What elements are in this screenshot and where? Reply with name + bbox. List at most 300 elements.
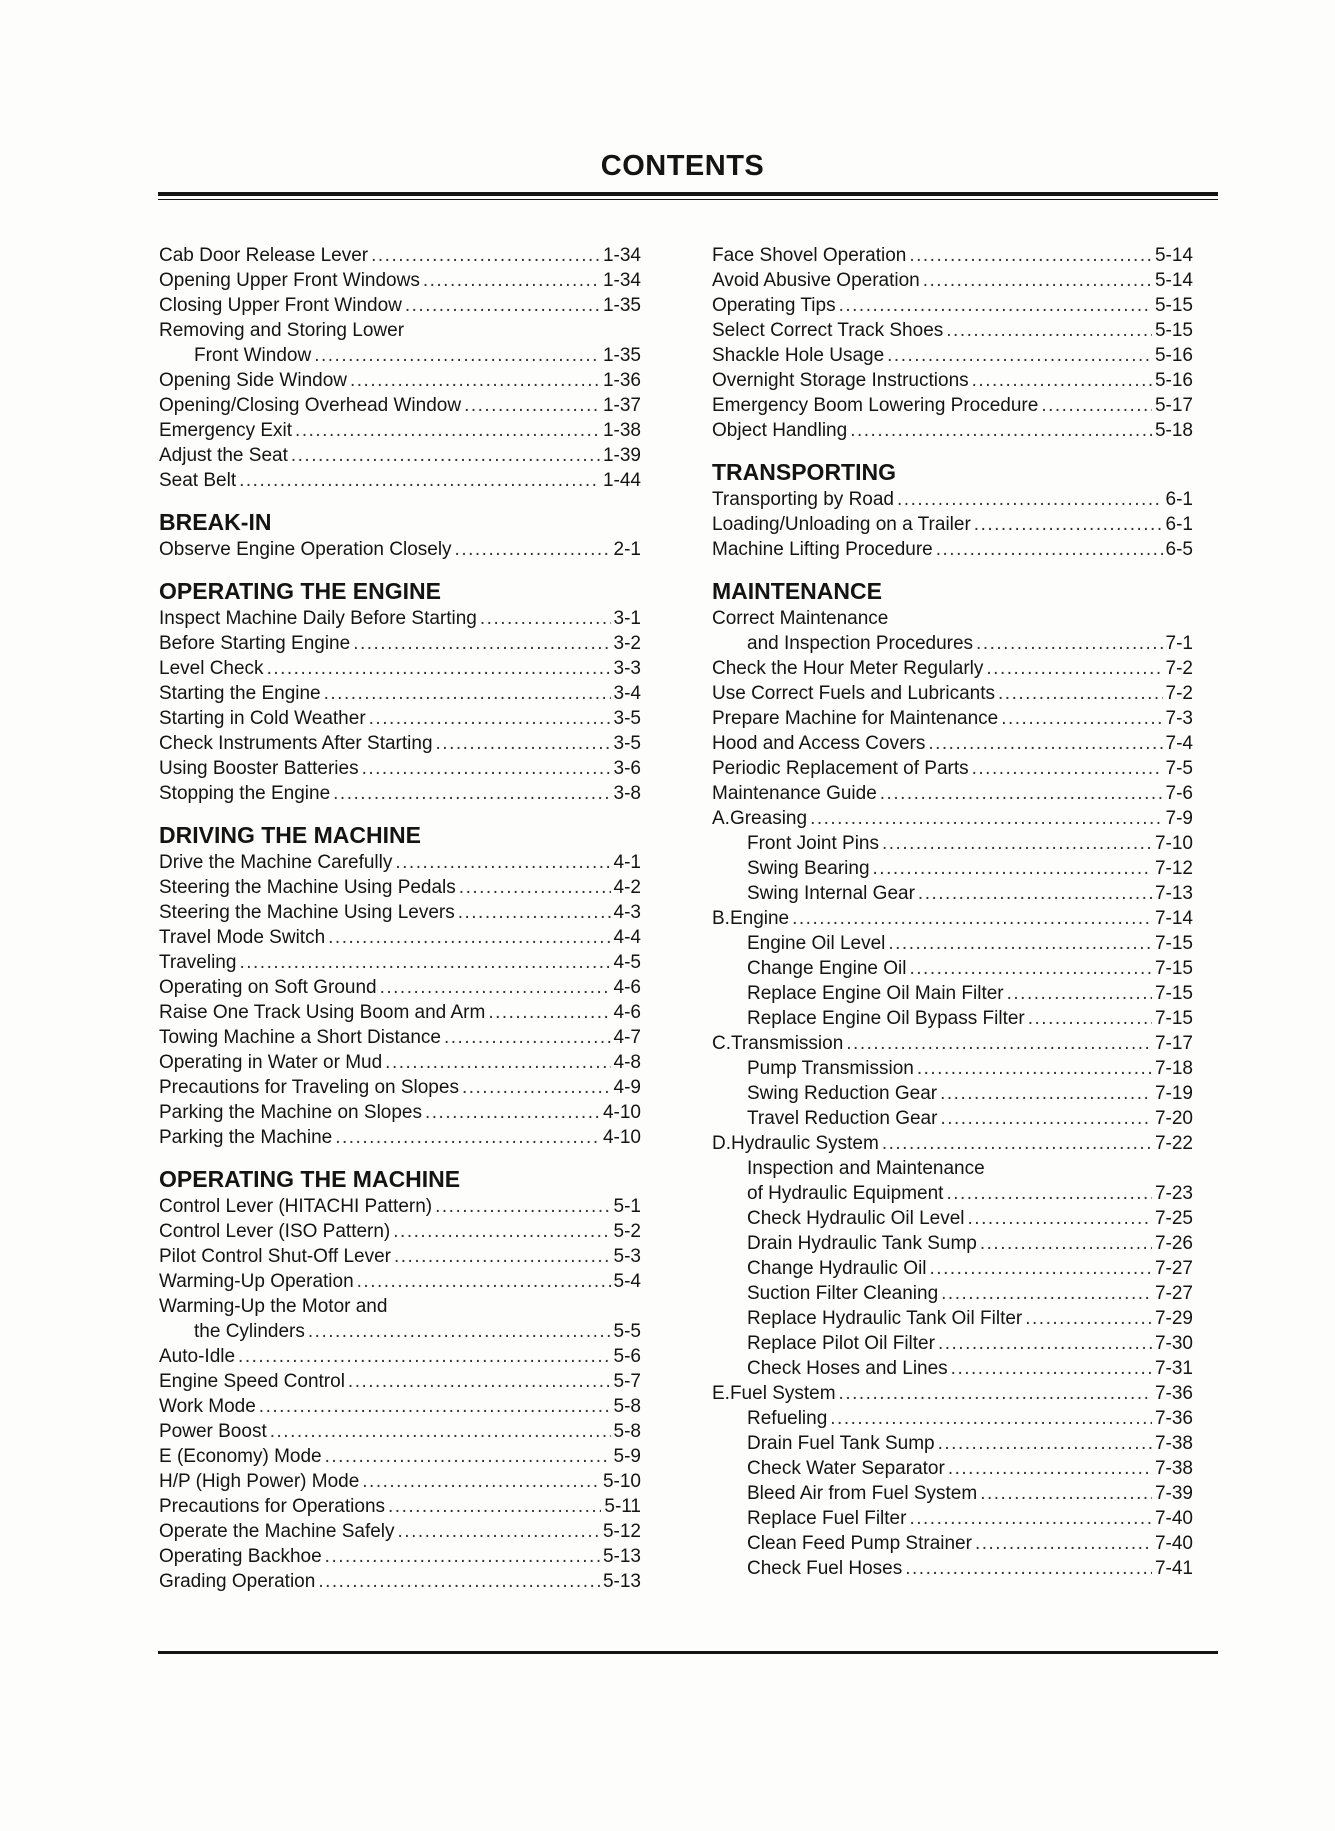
footer-rule: [158, 1651, 1218, 1654]
toc-entry[interactable]: [159, 1369, 641, 1394]
toc-entry-title: Engine Oil Level: [747, 933, 886, 954]
dot-leader: [909, 1506, 1152, 1531]
toc-entry-title: Swing Bearing: [747, 858, 870, 879]
toc-entry-page: 7-30: [1154, 1333, 1193, 1354]
toc-entry-title: Replace Engine Oil Main Filter: [747, 983, 1004, 1004]
toc-entry-page: 6-1: [1165, 514, 1193, 535]
toc-entry[interactable]: [159, 1569, 641, 1594]
toc-entry[interactable]: [712, 1006, 1193, 1031]
toc-entry-title: Starting the Engine: [159, 683, 321, 704]
toc-entry-page: 7-14: [1154, 908, 1193, 929]
toc-entry[interactable]: [159, 975, 641, 1000]
dot-leader: [948, 1456, 1152, 1481]
dot-leader: [295, 418, 600, 443]
dot-leader: [972, 368, 1152, 393]
toc-entry-title: Control Lever (ISO Pattern): [159, 1221, 391, 1242]
toc-entry[interactable]: [712, 956, 1193, 981]
toc-entry[interactable]: [712, 681, 1193, 706]
toc-entry-page: 7-15: [1154, 1008, 1193, 1029]
toc-entry-title: Starting in Cold Weather: [159, 708, 366, 729]
toc-entry[interactable]: [712, 393, 1193, 418]
toc-entry[interactable]: [159, 1294, 641, 1319]
toc-entry[interactable]: [712, 731, 1193, 756]
toc-entry[interactable]: [712, 418, 1193, 443]
toc-entry-title: Fuel System: [729, 1383, 836, 1404]
toc-entry[interactable]: [159, 900, 641, 925]
toc-entry-title: Check Hydraulic Oil Level: [747, 1208, 965, 1229]
dot-leader: [918, 881, 1152, 906]
dot-leader: [393, 1219, 610, 1244]
toc-entry[interactable]: [712, 1131, 1193, 1156]
toc-entry[interactable]: [712, 318, 1193, 343]
toc-entry-title: Select Correct Track Shoes: [712, 320, 944, 341]
toc-entry[interactable]: [159, 268, 641, 293]
toc-entry-page: 7-13: [1154, 883, 1193, 904]
dot-leader: [792, 906, 1152, 931]
section-heading: OPERATING THE MACHINE: [159, 1166, 461, 1192]
toc-entry-title: Suction Filter Cleaning: [747, 1283, 939, 1304]
dot-leader: [380, 975, 611, 1000]
dot-leader: [909, 243, 1152, 268]
toc-entry-page: 1-34: [602, 270, 641, 291]
toc-entry-page: 4-6: [613, 977, 641, 998]
toc-entry[interactable]: [159, 468, 641, 493]
dot-leader: [880, 781, 1163, 806]
dot-leader: [239, 468, 600, 493]
toc-entry[interactable]: [159, 243, 641, 268]
toc-entry[interactable]: [712, 1081, 1193, 1106]
toc-entry-title: Opening Side Window: [159, 370, 347, 391]
dot-leader: [314, 343, 600, 368]
dot-leader: [353, 631, 610, 656]
toc-entry-page: 5-10: [602, 1471, 641, 1492]
toc-entry[interactable]: [712, 906, 1193, 931]
toc-entry[interactable]: [159, 1544, 641, 1569]
dot-leader: [398, 1519, 600, 1544]
dot-leader: [839, 293, 1152, 318]
dot-leader: [938, 1431, 1152, 1456]
toc-entry-title: Travel Reduction Gear: [747, 1108, 938, 1129]
toc-entry-letter: D.: [712, 1133, 731, 1154]
toc-entry-title: Precautions for Operations: [159, 1496, 386, 1517]
toc-entry[interactable]: [712, 368, 1193, 393]
toc-entry-page: 1-36: [602, 370, 641, 391]
toc-entry[interactable]: [712, 1306, 1193, 1331]
toc-entry-title: Check Water Separator: [747, 1458, 945, 1479]
toc-entry-title: Travel Mode Switch: [159, 927, 326, 948]
toc-entry-page: 3-2: [613, 633, 641, 654]
toc-entry[interactable]: [159, 850, 641, 875]
section-heading: MAINTENANCE: [712, 578, 882, 604]
toc-entry-title: Before Starting Engine: [159, 633, 351, 654]
toc-entry[interactable]: [712, 1556, 1193, 1581]
dot-leader: [308, 1319, 611, 1344]
toc-entry[interactable]: [712, 806, 1193, 831]
dot-leader: [897, 487, 1163, 512]
toc-entry-title: Opening/Closing Overhead Window: [159, 395, 462, 416]
dot-leader: [946, 318, 1152, 343]
toc-entry[interactable]: [712, 1456, 1193, 1481]
header-rule-thick: [158, 192, 1218, 196]
dot-leader: [480, 606, 611, 631]
dot-leader: [975, 1531, 1152, 1556]
toc-entry-page: 7-6: [1165, 783, 1193, 804]
toc-entry[interactable]: [159, 631, 641, 656]
toc-entry-page: 5-8: [613, 1421, 641, 1442]
toc-entry-title: Opening Upper Front Windows: [159, 270, 420, 291]
toc-entry-title: Check Hoses and Lines: [747, 1358, 948, 1379]
toc-entry-page: 5-15: [1154, 295, 1193, 316]
toc-entry-title: Warming-Up Operation: [159, 1271, 354, 1292]
toc-entry-title: Auto-Idle: [159, 1346, 236, 1367]
dot-leader: [972, 756, 1163, 781]
toc-entry-page: 1-37: [602, 395, 641, 416]
toc-entry-page: 5-1: [613, 1196, 641, 1217]
dot-leader: [905, 1556, 1152, 1581]
toc-entry[interactable]: [159, 1000, 641, 1025]
toc-entry-page: 5-8: [613, 1396, 641, 1417]
toc-entry[interactable]: [712, 1106, 1193, 1131]
toc-entry-page: 5-15: [1154, 320, 1193, 341]
dot-leader: [394, 1244, 611, 1269]
toc-entry[interactable]: [159, 1394, 641, 1419]
dot-leader: [850, 418, 1152, 443]
toc-entry-title: Steering the Machine Using Levers: [159, 902, 455, 923]
dot-leader: [436, 731, 611, 756]
dot-leader: [385, 1050, 610, 1075]
dot-leader: [930, 1256, 1152, 1281]
toc-entry[interactable]: [159, 1025, 641, 1050]
dot-leader: [270, 1419, 611, 1444]
toc-entry-title: Periodic Replacement of Parts: [712, 758, 969, 779]
toc-entry-title: Seat Belt: [159, 470, 237, 491]
toc-entry-page: 4-7: [613, 1027, 641, 1048]
section-heading: BREAK-IN: [159, 509, 272, 535]
toc-entry-page: 7-29: [1154, 1308, 1193, 1329]
toc-entry-title: Operating on Soft Ground: [159, 977, 377, 998]
toc-entry[interactable]: [712, 1156, 1193, 1181]
toc-entry-title: Front Joint Pins: [747, 833, 879, 854]
toc-entry-page: 5-14: [1154, 245, 1193, 266]
toc-entry[interactable]: [159, 1269, 641, 1294]
toc-entry-title: the Cylinders: [194, 1321, 305, 1342]
toc-entry[interactable]: [712, 512, 1193, 537]
toc-entry[interactable]: [712, 1031, 1193, 1056]
dot-leader: [333, 781, 610, 806]
toc-entry[interactable]: [712, 1431, 1193, 1456]
toc-entry-title: Swing Internal Gear: [747, 883, 915, 904]
toc-entry-page: 4-1: [613, 852, 641, 873]
toc-entry-title: Replace Fuel Filter: [747, 1508, 907, 1529]
dot-leader: [968, 1206, 1152, 1231]
toc-entry-page: 1-38: [602, 420, 641, 441]
toc-entry[interactable]: [712, 781, 1193, 806]
toc-entry-title: Pilot Control Shut-Off Lever: [159, 1246, 391, 1267]
toc-entry-page: 6-5: [1165, 539, 1193, 560]
dot-leader: [350, 368, 600, 393]
toc-entry-title: Swing Reduction Gear: [747, 1083, 938, 1104]
toc-entry[interactable]: [712, 343, 1193, 368]
toc-entry[interactable]: [159, 1194, 641, 1219]
toc-entry[interactable]: [712, 1331, 1193, 1356]
toc-entry-page: 4-9: [613, 1077, 641, 1098]
dot-leader: [369, 706, 611, 731]
toc-entry-page: 7-5: [1165, 758, 1193, 779]
toc-right-column: [712, 243, 1193, 1581]
dot-leader: [328, 925, 610, 950]
toc-entry[interactable]: [712, 1356, 1193, 1381]
dot-leader: [423, 268, 600, 293]
toc-entry-title: Operating Tips: [712, 295, 836, 316]
dot-leader: [882, 1131, 1152, 1156]
toc-entry-title: Adjust the Seat: [159, 445, 288, 466]
toc-entry-page: 5-6: [613, 1346, 641, 1367]
toc-entry[interactable]: [159, 1319, 641, 1344]
toc-entry[interactable]: [712, 537, 1193, 562]
toc-entry-page: 7-40: [1154, 1533, 1193, 1554]
toc-entry[interactable]: [159, 293, 641, 318]
dot-leader: [910, 956, 1152, 981]
toc-entry[interactable]: [159, 343, 641, 368]
dot-leader: [459, 875, 611, 900]
toc-entry[interactable]: [159, 318, 641, 343]
dot-leader: [951, 1356, 1152, 1381]
dot-leader: [830, 1406, 1152, 1431]
toc-entry-title: Loading/Unloading on a Trailer: [712, 514, 971, 535]
toc-entry-page: 7-23: [1154, 1183, 1193, 1204]
toc-entry-page: 5-12: [602, 1521, 641, 1542]
dot-leader: [462, 1075, 611, 1100]
toc-entry[interactable]: [712, 1056, 1193, 1081]
toc-entry-title: Inspect Machine Daily Before Starting: [159, 608, 477, 629]
toc-entry[interactable]: [159, 1469, 641, 1494]
toc-entry[interactable]: [159, 443, 641, 468]
toc-entry-title: Grading Operation: [159, 1571, 316, 1592]
toc-entry-page: 5-11: [604, 1496, 641, 1517]
dot-leader: [1041, 393, 1152, 418]
toc-entry-title: Object Handling: [712, 420, 848, 441]
toc-entry[interactable]: [159, 706, 641, 731]
toc-entry-page: 5-14: [1154, 270, 1193, 291]
dot-leader: [425, 1100, 600, 1125]
toc-entry-title: Drive the Machine Carefully: [159, 852, 393, 873]
toc-entry-title: Prepare Machine for Maintenance: [712, 708, 999, 729]
toc-entry[interactable]: [712, 293, 1193, 318]
toc-entry[interactable]: [159, 781, 641, 806]
toc-entry-title: and Inspection Procedures: [747, 633, 974, 654]
toc-entry-page: 3-3: [613, 658, 641, 679]
toc-entry-page: 1-44: [602, 470, 641, 491]
toc-entry-title: Operating Backhoe: [159, 1546, 322, 1567]
toc-entry[interactable]: [159, 1494, 641, 1519]
toc-entry-page: 7-10: [1154, 833, 1193, 854]
toc-entry-page: 2-1: [613, 539, 641, 560]
dot-leader: [362, 756, 611, 781]
toc-entry-title: Change Engine Oil: [747, 958, 907, 979]
toc-entry[interactable]: [159, 393, 641, 418]
page-title: CONTENTS: [600, 150, 765, 182]
toc-entry-title: Cab Door Release Lever: [159, 245, 369, 266]
toc-entry[interactable]: [712, 1381, 1193, 1406]
toc-entry-title: Check the Hour Meter Regularly: [712, 658, 984, 679]
toc-entry-title: Parking the Machine on Slopes: [159, 1102, 422, 1123]
toc-entry[interactable]: [712, 487, 1193, 512]
toc-entry[interactable]: [159, 537, 641, 562]
toc-entry[interactable]: [159, 875, 641, 900]
toc-entry-title: Engine: [729, 908, 790, 929]
toc-entry-title: Use Correct Fuels and Lubricants: [712, 683, 996, 704]
toc-entry[interactable]: [712, 931, 1193, 956]
section-heading: OPERATING THE ENGINE: [159, 578, 441, 604]
toc-entry[interactable]: [159, 925, 641, 950]
toc-entry[interactable]: [712, 1281, 1193, 1306]
toc-entry-title: of Hydraulic Equipment: [747, 1183, 944, 1204]
toc-entry[interactable]: [159, 756, 641, 781]
toc-entry[interactable]: [712, 856, 1193, 881]
toc-entry-page: 7-22: [1154, 1133, 1193, 1154]
toc-entry-page: 7-15: [1154, 933, 1193, 954]
toc-entry[interactable]: [159, 1344, 641, 1369]
toc-entry-page: 5-17: [1154, 395, 1193, 416]
toc-entry[interactable]: [712, 756, 1193, 781]
toc-entry-page: 5-4: [613, 1271, 641, 1292]
toc-entry-letter: C.: [712, 1033, 731, 1054]
toc-entry-title: Operate the Machine Safely: [159, 1521, 395, 1542]
toc-entry[interactable]: [712, 268, 1193, 293]
toc-entry-title: Control Lever (HITACHI Pattern): [159, 1196, 433, 1217]
toc-entry-title: Hydraulic System: [731, 1133, 879, 1154]
toc-entry-page: 7-2: [1165, 658, 1193, 679]
toc-entry[interactable]: [159, 606, 641, 631]
dot-leader: [435, 1194, 610, 1219]
toc-entry[interactable]: [159, 418, 641, 443]
toc-entry[interactable]: [159, 950, 641, 975]
toc-entry-page: 5-13: [602, 1546, 641, 1567]
toc-entry[interactable]: [712, 1206, 1193, 1231]
toc-entry-title: Front Window: [194, 345, 312, 366]
toc-entry-page: 1-34: [602, 245, 641, 266]
toc-entry-page: 5-16: [1154, 345, 1193, 366]
dot-leader: [239, 950, 610, 975]
toc-entry-page: 7-39: [1154, 1483, 1193, 1504]
toc-entry[interactable]: [712, 981, 1193, 1006]
dot-leader: [464, 393, 600, 418]
toc-entry-page: 4-4: [613, 927, 641, 948]
toc-entry[interactable]: [159, 656, 641, 681]
toc-entry[interactable]: [712, 606, 1193, 631]
toc-entry[interactable]: [159, 731, 641, 756]
toc-entry-page: 7-38: [1154, 1433, 1193, 1454]
toc-entry[interactable]: [159, 1419, 641, 1444]
toc-entry-page: 7-20: [1154, 1108, 1193, 1129]
toc-entry[interactable]: [712, 881, 1193, 906]
toc-entry[interactable]: [159, 1244, 641, 1269]
dot-leader: [325, 1444, 611, 1469]
dot-leader: [1007, 981, 1152, 1006]
dot-leader: [976, 631, 1162, 656]
toc-entry[interactable]: [712, 1231, 1193, 1256]
toc-left-column: [159, 243, 641, 1594]
toc-entry-title: Replace Engine Oil Bypass Filter: [747, 1008, 1025, 1029]
toc-entry[interactable]: [712, 1481, 1193, 1506]
dot-leader: [458, 900, 611, 925]
dot-leader: [335, 1125, 600, 1150]
toc-entry-page: 3-8: [613, 783, 641, 804]
header-rule-thin: [158, 199, 1218, 200]
toc-entry-page: 1-35: [602, 345, 641, 366]
dot-leader: [986, 656, 1162, 681]
toc-entry-title: Level Check: [159, 658, 264, 679]
toc-entry[interactable]: [712, 631, 1193, 656]
toc-entry-title: Machine Lifting Procedure: [712, 539, 933, 560]
toc-entry[interactable]: [159, 1519, 641, 1544]
dot-leader: [405, 293, 600, 318]
toc-entry-title: Check Fuel Hoses: [747, 1558, 903, 1579]
dot-leader: [998, 681, 1163, 706]
dot-leader: [259, 1394, 611, 1419]
toc-entry[interactable]: [712, 1181, 1193, 1206]
toc-entry-page: 7-26: [1154, 1233, 1193, 1254]
toc-entry-title: Raise One Track Using Boom and Arm: [159, 1002, 486, 1023]
toc-entry[interactable]: [159, 1444, 641, 1469]
toc-entry[interactable]: [712, 656, 1193, 681]
toc-entry-title: Emergency Exit: [159, 420, 293, 441]
toc-entry[interactable]: [159, 1219, 641, 1244]
toc-entry[interactable]: [159, 1050, 641, 1075]
toc-entry[interactable]: [712, 243, 1193, 268]
toc-entry-page: 5-16: [1154, 370, 1193, 391]
dot-leader: [980, 1481, 1152, 1506]
toc-entry[interactable]: [712, 1256, 1193, 1281]
toc-entry-page: 5-7: [613, 1371, 641, 1392]
toc-entry-title: Shackle Hole Usage: [712, 345, 885, 366]
toc-entry[interactable]: [712, 831, 1193, 856]
toc-entry-page: 7-2: [1165, 683, 1193, 704]
dot-leader: [1028, 1006, 1152, 1031]
toc-entry[interactable]: [712, 1531, 1193, 1556]
toc-entry[interactable]: [159, 1100, 641, 1125]
toc-entry[interactable]: [159, 1075, 641, 1100]
toc-entry[interactable]: [712, 706, 1193, 731]
toc-entry-title: Avoid Abusive Operation: [712, 270, 920, 291]
dot-leader: [873, 856, 1152, 881]
toc-entry-page: 4-3: [613, 902, 641, 923]
toc-entry-page: 7-15: [1154, 958, 1193, 979]
toc-entry[interactable]: [159, 1125, 641, 1150]
toc-entry-title: Maintenance Guide: [712, 783, 877, 804]
toc-entry-page: 1-39: [602, 445, 641, 466]
toc-entry-page: 5-3: [613, 1246, 641, 1267]
toc-entry-title: Hood and Access Covers: [712, 733, 926, 754]
toc-entry-title: Removing and Storing Lower: [159, 320, 405, 341]
toc-entry[interactable]: [159, 368, 641, 393]
toc-entry-title: Traveling: [159, 952, 237, 973]
toc-entry-title: Face Shovel Operation: [712, 245, 907, 266]
dot-leader: [940, 1081, 1152, 1106]
dot-leader: [887, 343, 1152, 368]
toc-entry-title: Replace Pilot Oil Filter: [747, 1333, 935, 1354]
dot-leader: [371, 243, 600, 268]
toc-entry-page: 7-15: [1154, 983, 1193, 1004]
toc-entry-page: 7-25: [1154, 1208, 1193, 1229]
toc-entry-page: 7-41: [1154, 1558, 1193, 1579]
toc-entry-title: Replace Hydraulic Tank Oil Filter: [747, 1308, 1023, 1329]
toc-entry[interactable]: [712, 1406, 1193, 1431]
toc-entry-title: Power Boost: [159, 1421, 267, 1442]
dot-leader: [318, 1569, 600, 1594]
toc-entry[interactable]: [159, 681, 641, 706]
toc-entry[interactable]: [712, 1506, 1193, 1531]
